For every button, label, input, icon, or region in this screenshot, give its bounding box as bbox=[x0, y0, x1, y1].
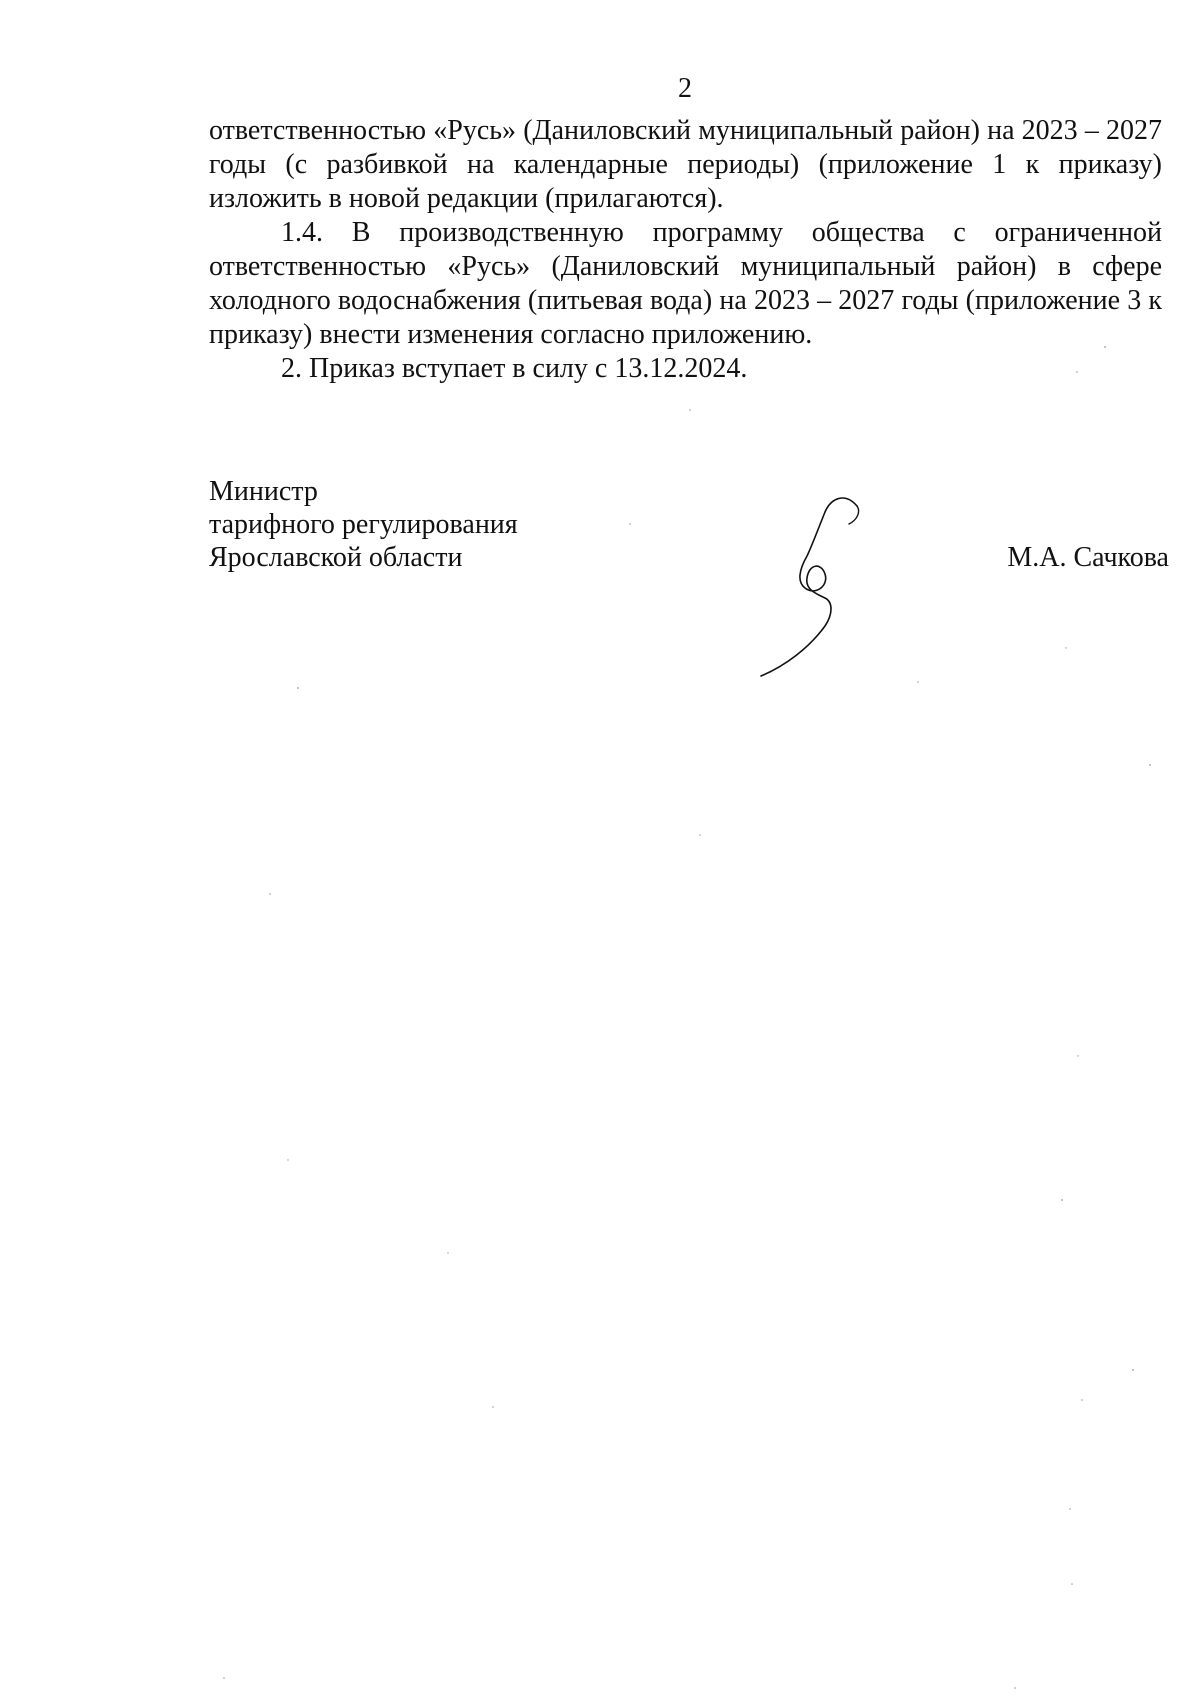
signer-title bbox=[209, 475, 609, 574]
page-number: 2 bbox=[678, 73, 692, 104]
signature-block bbox=[209, 475, 1169, 705]
signer-title-line-1: Министр bbox=[209, 476, 318, 507]
signer-title-line-3: Ярославской области bbox=[209, 542, 463, 573]
paragraph-continuation: ответственностью «Русь» (Даниловский муниципальный район) на 2023 – 2027 годы (с разбивкой на календарные периоды) (приложение 1 к приказу) изложить в новой редакции (прилагаются). bbox=[209, 115, 1162, 214]
signer-title-line-2: тарифного регулирования bbox=[209, 509, 518, 540]
signer-name: М.А. Сачкова bbox=[1007, 542, 1169, 573]
handwritten-signature bbox=[739, 490, 879, 680]
document-body bbox=[209, 114, 1162, 386]
paragraph-item-2: 2. Приказ вступает в силу с 13.12.2024. bbox=[281, 353, 748, 384]
paragraph-item-1-4: 1.4. В производственную программу общества с ограниченной ответственностью «Русь» (Даниловский муниципальный район) в сфере холодного водоснабжения (питьевая вода) на 2023 – 2027 годы (приложение 3 к приказу) внести изменения согласно приложению. bbox=[209, 217, 1162, 350]
